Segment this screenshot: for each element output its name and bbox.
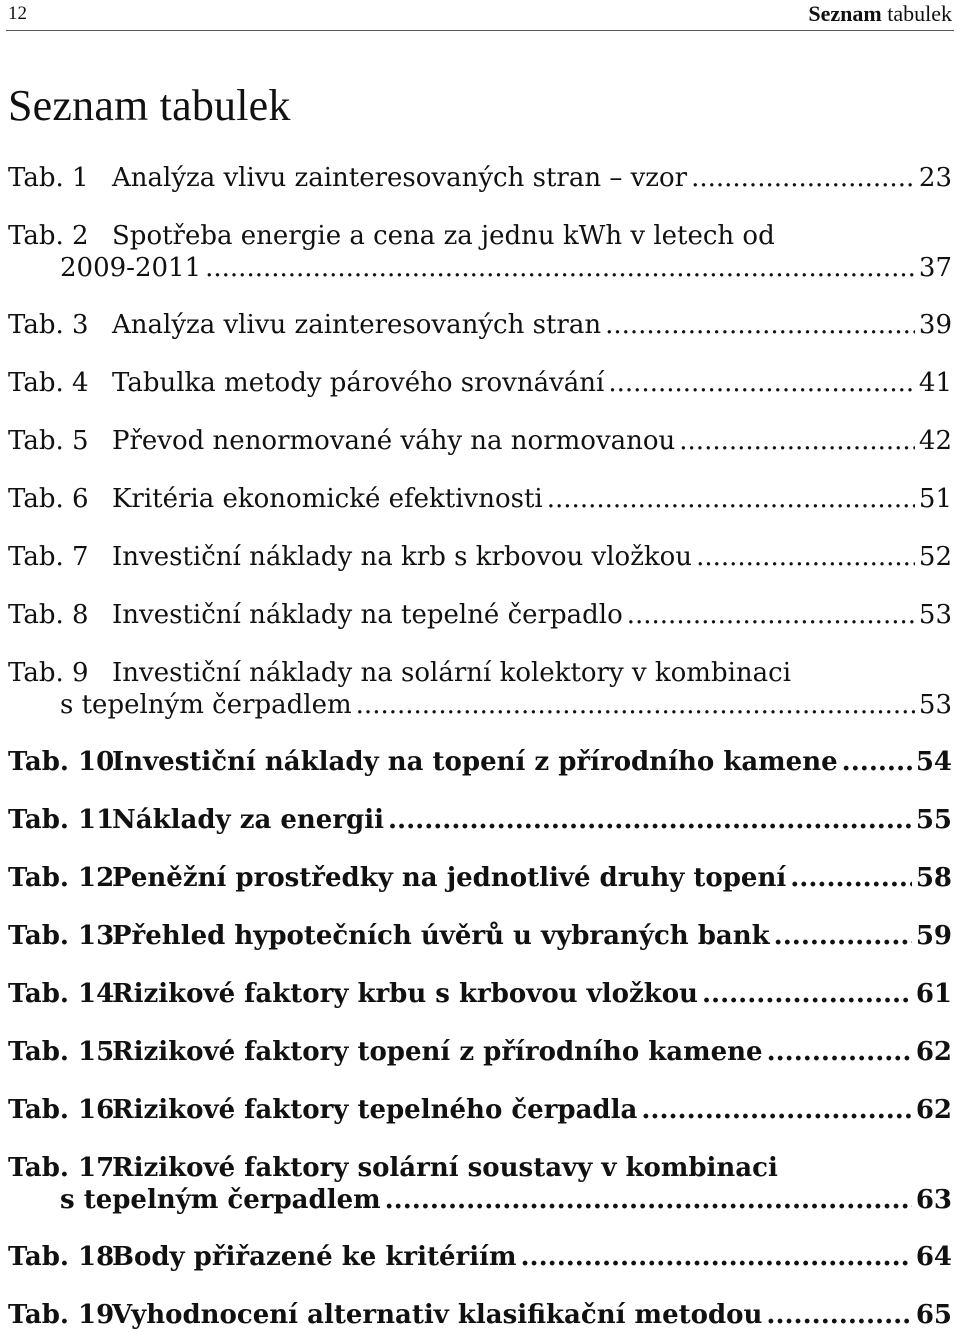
page-ref: 61: [915, 979, 952, 1009]
page-ref: 59: [915, 921, 952, 951]
page-ref: 62: [915, 1037, 952, 1067]
table-caption: Náklady za energii: [112, 805, 384, 835]
toc-entry[interactable]: [8, 483, 952, 515]
table-caption: Investiční náklady na topení z přírodního kamene: [112, 747, 838, 777]
page-ref: 53: [918, 600, 952, 630]
table-label: Tab. 4: [8, 368, 89, 398]
dot-leader: [641, 1094, 911, 1126]
page-ref: 64: [915, 1242, 952, 1272]
toc-entry[interactable]: [8, 1152, 952, 1216]
page-ref: 55: [915, 805, 952, 835]
table-caption-continued: s tepelným čerpadlem: [60, 690, 352, 720]
table-label: Tab. 7: [8, 542, 89, 572]
toc-entry[interactable]: [8, 162, 952, 194]
table-caption-continued: 2009-2011: [60, 253, 202, 283]
toc-entry[interactable]: [8, 657, 952, 721]
dot-leader: [702, 978, 912, 1010]
dot-leader: [388, 804, 912, 836]
table-caption: Rizikové faktory tepelného čerpadla: [112, 1095, 638, 1125]
toc-entry[interactable]: [8, 541, 952, 573]
toc-entry[interactable]: [8, 862, 952, 894]
toc-entry[interactable]: [8, 309, 952, 341]
table-caption: Přehled hypotečních úvěrů u vybraných bank: [112, 921, 770, 951]
dot-leader: [790, 862, 912, 894]
dot-leader: [385, 1184, 912, 1216]
dot-leader: [696, 541, 915, 573]
table-caption: Peněžní prostředky na jednotlivé druhy topení: [112, 863, 787, 893]
page-title: Seznam tabulek: [8, 81, 291, 130]
table-caption: Investiční náklady na solární kolektory v kombinaci: [112, 658, 792, 688]
dot-leader: [605, 309, 915, 341]
dot-leader: [842, 746, 912, 778]
dot-leader: [205, 252, 915, 284]
dot-leader: [679, 425, 915, 457]
dot-leader: [547, 483, 915, 515]
page-ref: 58: [915, 863, 952, 893]
page-number: 12: [8, 3, 27, 24]
table-label: Tab. 12: [8, 863, 115, 893]
table-label: Tab. 3: [8, 310, 89, 340]
table-caption: Rizikové faktory topení z přírodního kamene: [112, 1037, 763, 1067]
page-ref: 51: [918, 484, 952, 514]
dot-leader: [691, 162, 915, 194]
toc-entry[interactable]: [8, 367, 952, 399]
table-label: Tab. 2: [8, 221, 89, 251]
table-label: Tab. 8: [8, 600, 89, 630]
page-ref: 62: [915, 1095, 952, 1125]
table-caption: Investiční náklady na krb s krbovou vložkou: [112, 542, 693, 572]
table-label: Tab. 10: [8, 747, 115, 777]
table-label: Tab. 18: [8, 1242, 115, 1272]
table-label: Tab. 17: [8, 1153, 115, 1183]
table-caption: Investiční náklady na tepelné čerpadlo: [112, 600, 623, 630]
table-caption: Rizikové faktory solární soustavy v kombinaci: [112, 1153, 778, 1183]
dot-leader: [356, 689, 915, 721]
page-ref: 65: [915, 1300, 952, 1330]
page-ref: 39: [918, 310, 952, 340]
toc-entry[interactable]: [8, 1094, 952, 1126]
table-caption: Body přiřazené ke kritériím: [112, 1242, 517, 1272]
page-ref: 37: [918, 253, 952, 283]
page-ref: 42: [918, 426, 952, 456]
toc-entry[interactable]: [8, 1241, 952, 1273]
table-label: Tab. 6: [8, 484, 89, 514]
running-title: [808, 1, 952, 27]
dot-leader: [520, 1241, 911, 1273]
dot-leader: [608, 367, 915, 399]
dot-leader: [766, 1299, 911, 1331]
toc-entry[interactable]: [8, 804, 952, 836]
table-label: Tab. 1: [8, 163, 89, 193]
page-ref: 23: [918, 163, 952, 193]
page-header: [6, 0, 954, 31]
table-caption-continued: s tepelným čerpadlem: [60, 1185, 381, 1215]
page-ref: 52: [918, 542, 952, 572]
table-caption: Převod nenormované váhy na normovanou: [112, 426, 676, 456]
toc-entry[interactable]: [8, 425, 952, 457]
running-title-rest: tabulek: [887, 1, 952, 26]
dot-leader: [767, 1036, 912, 1068]
table-label: Tab. 11: [8, 805, 115, 835]
toc-entry[interactable]: [8, 1299, 952, 1331]
page-ref: 53: [918, 690, 952, 720]
table-label: Tab. 14: [8, 979, 115, 1009]
table-caption: Vyhodnocení alternativ klasifikační metodou: [112, 1300, 763, 1330]
toc-entry[interactable]: [8, 746, 952, 778]
table-caption: Spotřeba energie a cena za jednu kWh v letech od: [112, 221, 775, 251]
table-caption: Analýza vlivu zainteresovaných stran: [112, 310, 602, 340]
page-ref: 54: [915, 747, 952, 777]
toc-entry[interactable]: [8, 1036, 952, 1068]
toc-entry[interactable]: [8, 920, 952, 952]
table-label: Tab. 9: [8, 658, 89, 688]
table-caption: Analýza vlivu zainteresovaných stran – vzor: [112, 163, 688, 193]
table-label: Tab. 5: [8, 426, 89, 456]
page-ref: 63: [915, 1185, 952, 1215]
toc-entry[interactable]: [8, 978, 952, 1010]
dot-leader: [774, 920, 912, 952]
table-caption: Kritéria ekonomické efektivnosti: [112, 484, 543, 514]
table-label: Tab. 19: [8, 1300, 115, 1330]
table-label: Tab. 16: [8, 1095, 115, 1125]
toc-entry[interactable]: [8, 599, 952, 631]
running-title-bold: Seznam: [808, 1, 882, 26]
dot-leader: [627, 599, 915, 631]
table-label: Tab. 13: [8, 921, 115, 951]
page-ref: 41: [918, 368, 952, 398]
table-label: Tab. 15: [8, 1037, 115, 1067]
toc-entry[interactable]: [8, 220, 952, 284]
table-caption: Tabulka metody párového srovnávání: [112, 368, 605, 398]
table-caption: Rizikové faktory krbu s krbovou vložkou: [112, 979, 698, 1009]
